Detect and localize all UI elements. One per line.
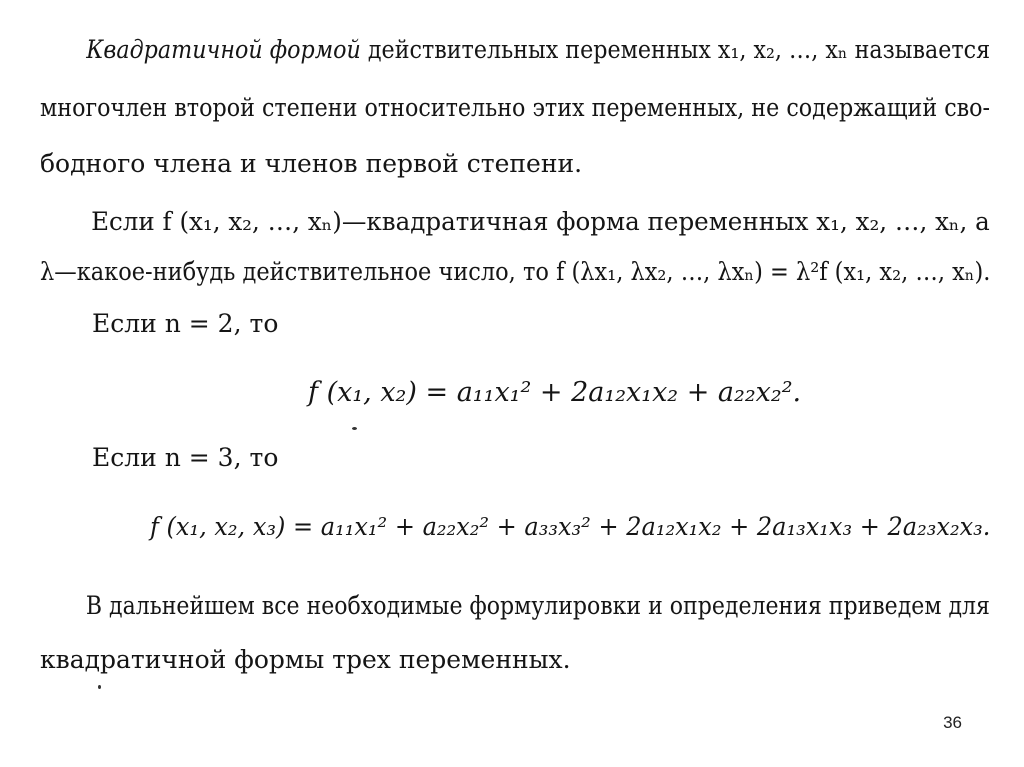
definition-line-1-rest: действительных переменных x₁, x₂, …, xₙ называется [360, 35, 991, 64]
definition-term: Квадратичной формой [86, 35, 361, 64]
case-n3-formula: f (x₁, x₂, x₃) = a₁₁x₁² + a₂₂x₂² + a₃₃x₃² + 2a₁₂x₁x₂ + 2a₁₃x₁x₃ + 2a₂₃x₂x₃. [150, 512, 991, 541]
homogeneity-line-1: Если f (x₁, x₂, …, xₙ)—квадратичная форма переменных x₁, x₂, …, xₙ, а [91, 207, 990, 236]
case-n2-intro: Если n = 2, то [92, 309, 279, 338]
case-n2-formula: f (x₁, x₂) = a₁₁x₁² + 2a₁₂x₁x₂ + a₂₂x₂². [308, 377, 802, 408]
scan-speck [352, 427, 357, 430]
definition-line-3: бодного члена и членов первой степени. [40, 149, 583, 178]
scan-speck [98, 685, 101, 689]
page-number: 36 [943, 713, 962, 732]
scanned-page [40, 30, 990, 690]
definition-line-2: многочлен второй степени относительно этих переменных, не содержащий сво- [40, 93, 991, 122]
definition-line-1 [40, 34, 991, 66]
conclusion-line-1: В дальнейшем все необходимые формулировки и определения приведем для [85, 591, 990, 620]
conclusion-line-2: квадратичной формы трех переменных. [40, 645, 571, 674]
homogeneity-line-2: λ—какое-нибудь действительное число, то f (λx₁, λx₂, …, λxₙ) = λ²f (x₁, x₂, …, xₙ). [40, 257, 991, 286]
case-n3-intro: Если n = 3, то [92, 443, 279, 472]
